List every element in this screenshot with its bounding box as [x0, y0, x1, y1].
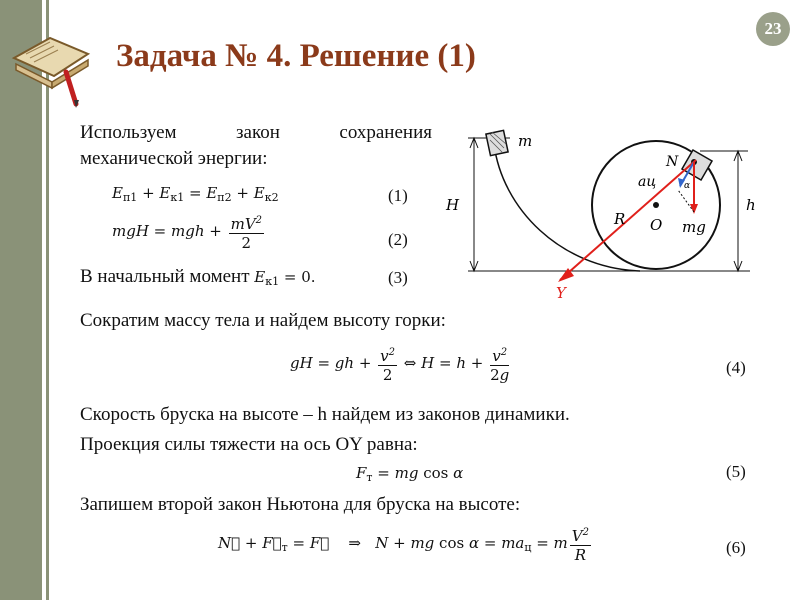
equation-5: $F_т$ = mg cos α — [356, 464, 464, 484]
physics-diagram — [430, 118, 770, 300]
initial-moment-text: В начальный момент $E_{к1} = 0$. — [80, 266, 316, 288]
speed-at-height-text: Скорость бруска на высоте – h найдем из законов динамики. — [80, 404, 570, 425]
label-R: R — [614, 210, 626, 228]
intro-line-2: механической энергии: — [80, 148, 268, 169]
reduce-mass-text: Сократим массу тела и найдем высоту горки: — [80, 310, 446, 331]
slide-number: 23 — [756, 12, 790, 46]
projection-text: Проекция силы тяжести на ось OY равна: — [80, 434, 418, 455]
intro-line-1: Используем закон сохранения — [80, 122, 432, 143]
label-O: O — [650, 216, 663, 234]
equation-4: gH = gh + $\frac{v^2}{2}$ ⇔ H = h + $\frac{v^2}{2g}$ — [290, 344, 511, 384]
label-h: h — [746, 196, 756, 214]
book-icon — [6, 14, 92, 110]
equation-5-label: (5) — [726, 462, 746, 481]
label-mg: mg — [682, 218, 706, 236]
label-m: m — [518, 132, 533, 150]
equation-1-label: (1) — [388, 186, 408, 205]
label-H: H — [446, 196, 460, 214]
equation-2: mgH = mgh + $\frac{mV^2}{2}$ — [112, 212, 266, 252]
label-N: N — [666, 154, 679, 170]
label-ac: aц — [638, 174, 657, 190]
equation-1: $E_{п1} + E_{к1} = E_{п2} + E_{к2}$ — [112, 184, 279, 204]
equation-6: N⃗ + $F⃗_т$ = F⃗ ⇒ N + mg $\cos \alpha = ma_ц = m$ $\frac{V^2}{R}$ — [218, 524, 593, 564]
slide-title: Задача № 4. Решение (1) — [116, 38, 476, 74]
equation-4-label: (4) — [726, 358, 746, 377]
equation-2-label: (2) — [388, 230, 408, 249]
label-Y: Y — [556, 284, 566, 300]
equation-6-label: (6) — [726, 538, 746, 557]
newton-law-text: Запишем второй закон Ньютона для бруска на высоте: — [80, 494, 521, 515]
equation-3-label: (3) — [388, 268, 408, 287]
label-alpha: α — [684, 181, 691, 191]
